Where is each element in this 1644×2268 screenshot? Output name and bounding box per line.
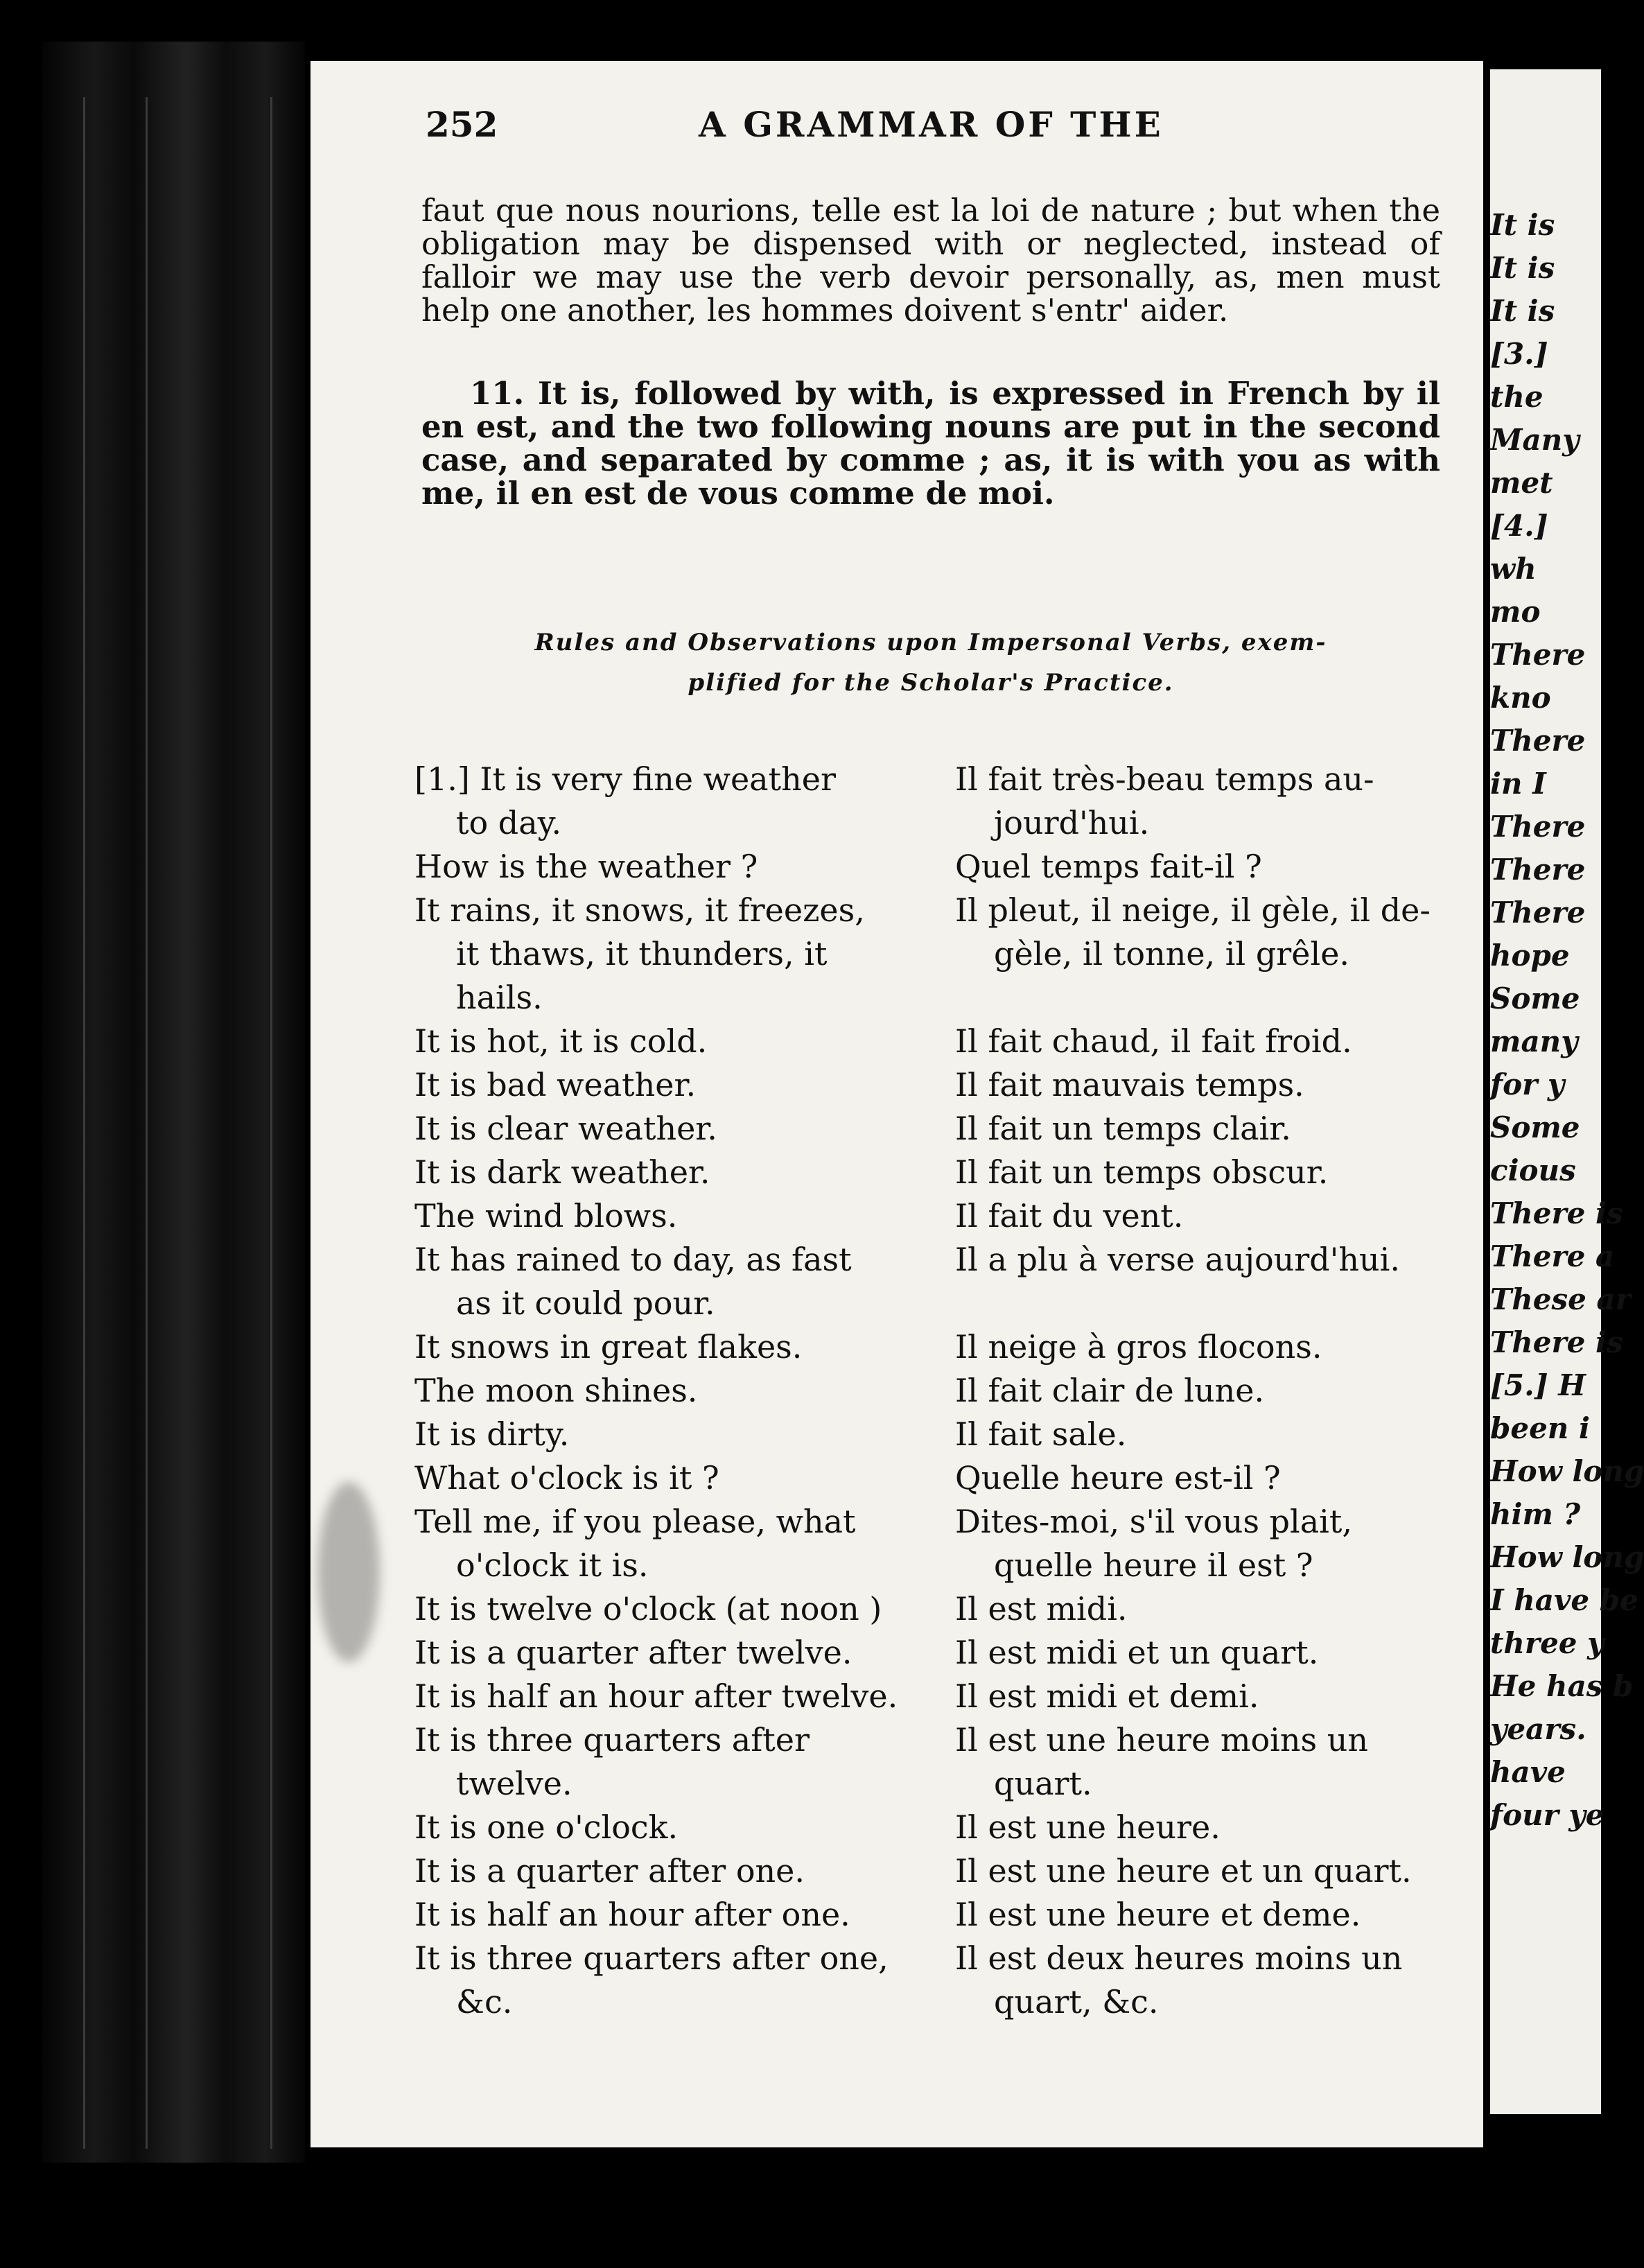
facing-page-line: There [1490, 724, 1586, 758]
table-row [414, 1456, 1454, 1500]
english-phrase: It is three quarters after twelve. [414, 1721, 810, 1802]
english-phrase: It is one o'clock. [414, 1808, 679, 1846]
english-phrase: hails. [456, 979, 543, 1016]
table-row [414, 1675, 1454, 1718]
table-row [414, 1413, 1454, 1456]
french-phrase: Il pleut, il neige, il gèle, il de- gèle, il tonne, il grêle. [955, 891, 1431, 972]
table-row [414, 1369, 1454, 1413]
french-phrase: Il est midi et demi. [955, 1677, 1259, 1715]
french-phrase: Il fait sale. [955, 1415, 1127, 1453]
facing-page-line: wh [1490, 552, 1537, 586]
facing-page-line: for y [1490, 1067, 1565, 1101]
english-phrase: The moon shines. [414, 1372, 698, 1409]
table-row [414, 1937, 1454, 2024]
french-phrase: Il neige à gros flocons. [955, 1328, 1322, 1366]
facing-page-line: There [1490, 896, 1586, 930]
english-phrase: It has rained to day, as fast as it could pour. [414, 1241, 852, 1322]
phrase-table [414, 758, 1454, 2024]
english-phrase: How is the weather ? [414, 848, 758, 885]
section-heading [421, 622, 1440, 703]
page-smudge [317, 1482, 380, 1662]
english-phrase: It is three quarters after one, &c. [414, 1939, 889, 2021]
paragraph: faut que nous nourions, telle est la loi de nature ; but when the obligation may be dispensed with or neglected, instead of falloir we may use the verb devoir personally, as, men must help one another, les hommes doivent s'entr' aider. [421, 192, 1440, 329]
english-phrase: It is bad weather. [414, 1066, 697, 1104]
spine-edge [270, 97, 272, 2149]
french-phrase: Il est une heure et un quart. [955, 1852, 1412, 1890]
section-heading-line: plified for the Scholar's Practice. [688, 669, 1174, 697]
page-header [311, 104, 1483, 159]
facing-page-line: been i [1490, 1411, 1590, 1445]
facing-page-line: many [1490, 1024, 1578, 1058]
page-number: 252 [426, 104, 498, 145]
facing-page-line: cious [1490, 1153, 1576, 1187]
table-row [414, 1325, 1454, 1369]
french-phrase: Il fait mauvais temps. [955, 1066, 1304, 1104]
facing-page-line: There a [1490, 1239, 1615, 1273]
table-row [414, 1587, 1454, 1631]
facing-page-line: It is [1490, 294, 1555, 328]
facing-page-line: kno [1490, 681, 1551, 715]
facing-page-line: have [1490, 1755, 1566, 1789]
facing-page-line: Some [1490, 1110, 1580, 1144]
facing-page-line: These ar [1490, 1282, 1631, 1316]
facing-page-line: three y [1490, 1626, 1604, 1660]
facing-page-line: Many [1490, 423, 1580, 457]
facing-page-line: There is [1490, 1196, 1623, 1230]
facing-page-line: How long [1490, 1540, 1644, 1574]
table-row [414, 976, 1454, 1020]
french-phrase: Quel temps fait-il ? [955, 848, 1262, 885]
french-phrase: Quelle heure est-il ? [955, 1459, 1281, 1497]
english-phrase: It is dark weather. [414, 1153, 710, 1191]
french-phrase: Il est midi. [955, 1590, 1128, 1628]
english-phrase: It is hot, it is cold. [414, 1022, 708, 1060]
facing-page-line: How long [1490, 1454, 1644, 1488]
french-phrase: Il est une heure et deme. [955, 1896, 1361, 1933]
section-heading-line: Rules and Observations upon Impersonal Verbs, exem- [534, 629, 1327, 656]
english-phrase: It is dirty. [414, 1415, 570, 1453]
facing-page-line: There [1490, 638, 1586, 672]
french-phrase: Il fait chaud, il fait froid. [955, 1022, 1352, 1060]
english-phrase: It is half an hour after one. [414, 1896, 850, 1933]
english-phrase: What o'clock is it ? [414, 1459, 719, 1497]
table-row [414, 1238, 1454, 1325]
table-row [414, 1718, 1454, 1806]
english-phrase: It is a quarter after one. [414, 1852, 805, 1890]
english-phrase: The wind blows. [414, 1197, 678, 1235]
table-row [414, 1849, 1454, 1893]
english-phrase: It is clear weather. [414, 1110, 717, 1147]
table-row [414, 889, 1454, 976]
facing-page-line: in I [1490, 767, 1546, 801]
spine-edge [146, 97, 148, 2149]
english-phrase: It is twelve o'clock (at noon ) [414, 1590, 882, 1628]
facing-page-line: He has b [1490, 1669, 1634, 1703]
table-row [414, 1806, 1454, 1849]
french-phrase: Dites-moi, s'il vous plait, quelle heure il est ? [955, 1503, 1352, 1584]
french-phrase: Il est midi et un quart. [955, 1634, 1319, 1671]
english-phrase: It is a quarter after twelve. [414, 1634, 852, 1671]
french-phrase: Il est deux heures moins un quart, &c. [955, 1939, 1403, 2021]
table-row [414, 1063, 1454, 1107]
facing-page-line: It is [1490, 251, 1555, 285]
english-phrase: [1.] It is very fine weather to day. [414, 760, 836, 841]
facing-page-line: [3.] [1490, 337, 1548, 371]
facing-page-line: [4.] [1490, 509, 1548, 543]
facing-page-line: There [1490, 853, 1586, 887]
facing-page-line: I have be [1490, 1583, 1638, 1617]
facing-page-line: him ? [1490, 1497, 1581, 1531]
table-row [414, 1020, 1454, 1063]
facing-page-line: hope [1490, 939, 1570, 972]
french-phrase: Il a plu à verse aujourd'hui. [955, 1241, 1400, 1278]
table-row [414, 1151, 1454, 1194]
facing-page-line: mo [1490, 595, 1541, 629]
facing-page-line: There [1490, 810, 1586, 844]
table-row [414, 1893, 1454, 1937]
french-phrase: Il fait très-beau temps au- jourd'hui. [955, 760, 1374, 841]
facing-page-line: four ye [1490, 1798, 1604, 1832]
table-row [414, 1631, 1454, 1675]
paragraph-rule-11: 11. It is, followed by with, is expressed in French by il en est, and the two following nouns are put in the second case, and separated by comme ; as, it is with you as with me, il en est de vous comme de moi. [421, 375, 1440, 512]
table-row [414, 1500, 1454, 1587]
english-phrase: It rains, it snows, it freezes, it thaws, it thunders, it [414, 891, 865, 972]
facing-page-line: [5.] H [1490, 1368, 1586, 1402]
facing-page-line: There is [1490, 1325, 1623, 1359]
facing-page-fragment [1490, 69, 1644, 2114]
facing-page-line: years. [1490, 1712, 1586, 1746]
table-row [414, 1194, 1454, 1238]
table-row [414, 758, 1454, 845]
running-title: A GRAMMAR OF THE [699, 104, 1164, 145]
spine-edge [83, 97, 85, 2149]
book-spine [42, 42, 305, 2163]
french-phrase: Il est une heure. [955, 1808, 1221, 1846]
english-phrase: It is half an hour after twelve. [414, 1677, 898, 1715]
french-phrase: Il fait un temps clair. [955, 1110, 1291, 1147]
french-phrase: Il fait du vent. [955, 1197, 1184, 1235]
english-phrase: Tell me, if you please, what o'clock it is. [414, 1503, 856, 1584]
table-row [414, 1107, 1454, 1151]
french-phrase: Il fait un temps obscur. [955, 1153, 1329, 1191]
table-row [414, 845, 1454, 889]
english-phrase: It snows in great flakes. [414, 1328, 803, 1366]
french-phrase [955, 976, 1454, 1020]
facing-page-line: the [1490, 380, 1544, 414]
facing-page-line: Some [1490, 982, 1580, 1015]
french-phrase: Il fait clair de lune. [955, 1372, 1265, 1409]
french-phrase: Il est une heure moins un quart. [955, 1721, 1368, 1802]
facing-page-line: met [1490, 466, 1553, 500]
facing-page-line: It is [1490, 208, 1555, 242]
book-page [311, 61, 1483, 2147]
